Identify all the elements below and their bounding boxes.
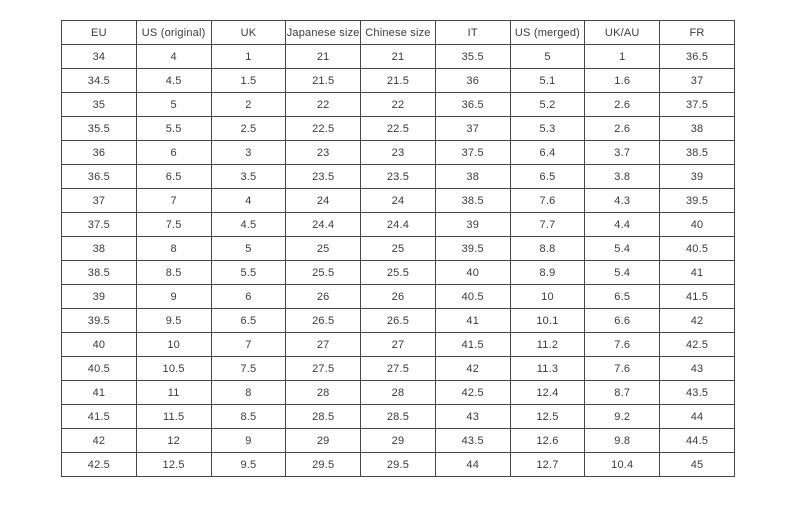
table-cell: 24.4 — [361, 213, 436, 237]
table-cell: 12.6 — [510, 429, 585, 453]
table-cell: 37 — [62, 189, 137, 213]
table-cell: 12 — [136, 429, 211, 453]
table-cell: 36.5 — [435, 93, 510, 117]
table-cell: 38.5 — [435, 189, 510, 213]
table-cell: 7.5 — [211, 357, 286, 381]
table-cell: 36 — [435, 69, 510, 93]
table-cell: 42.5 — [660, 333, 735, 357]
table-cell: 8.7 — [585, 381, 660, 405]
table-cell: 38 — [62, 237, 137, 261]
table-cell: 10.5 — [136, 357, 211, 381]
table-cell: 42.5 — [62, 453, 137, 477]
table-cell: 7.6 — [585, 333, 660, 357]
table-cell: 43.5 — [435, 429, 510, 453]
table-cell: 8.5 — [136, 261, 211, 285]
table-cell: 41.5 — [660, 285, 735, 309]
table-row — [62, 309, 735, 333]
table-cell: 35.5 — [62, 117, 137, 141]
table-cell: 4.5 — [211, 213, 286, 237]
table-cell: 28 — [286, 381, 361, 405]
table-cell: 41 — [660, 261, 735, 285]
table-cell: 26 — [286, 285, 361, 309]
table-cell: 39 — [62, 285, 137, 309]
table-row — [62, 381, 735, 405]
table-cell: 8.8 — [510, 237, 585, 261]
table-cell: 40 — [62, 333, 137, 357]
table-cell: 26.5 — [361, 309, 436, 333]
table-cell: 40.5 — [660, 237, 735, 261]
table-row — [62, 45, 735, 69]
table-cell: 10 — [510, 285, 585, 309]
table-cell: 41.5 — [435, 333, 510, 357]
table-cell: 37.5 — [62, 213, 137, 237]
table-cell: 2.6 — [585, 117, 660, 141]
table-cell: 11.2 — [510, 333, 585, 357]
table-cell: 44 — [435, 453, 510, 477]
table-cell: 39.5 — [660, 189, 735, 213]
table-cell: 5 — [510, 45, 585, 69]
table-cell: 9.5 — [136, 309, 211, 333]
table-cell: 42.5 — [435, 381, 510, 405]
table-cell: 4.5 — [136, 69, 211, 93]
table-row — [62, 141, 735, 165]
table-cell: 36 — [62, 141, 137, 165]
table-cell: 7 — [136, 189, 211, 213]
table-cell: 9 — [136, 285, 211, 309]
table-cell: 1 — [585, 45, 660, 69]
table-row — [62, 213, 735, 237]
column-header: Japanese size — [286, 21, 361, 45]
table-cell: 8.9 — [510, 261, 585, 285]
size-conversion-table — [61, 20, 735, 477]
table-cell: 35.5 — [435, 45, 510, 69]
table-cell: 39.5 — [435, 237, 510, 261]
column-header: IT — [435, 21, 510, 45]
table-cell: 10 — [136, 333, 211, 357]
table-cell: 37.5 — [435, 141, 510, 165]
table-cell: 44 — [660, 405, 735, 429]
table-cell: 23.5 — [361, 165, 436, 189]
table-cell: 9.2 — [585, 405, 660, 429]
table-cell: 10.4 — [585, 453, 660, 477]
table-head — [62, 21, 735, 45]
table-cell: 9.5 — [211, 453, 286, 477]
table-cell: 42 — [435, 357, 510, 381]
table-cell: 4.3 — [585, 189, 660, 213]
table-row — [62, 189, 735, 213]
table-row — [62, 285, 735, 309]
table-cell: 38 — [660, 117, 735, 141]
table-cell: 5.5 — [136, 117, 211, 141]
table-cell: 22 — [286, 93, 361, 117]
table-row — [62, 357, 735, 381]
table-cell: 6.5 — [136, 165, 211, 189]
table-cell: 25.5 — [286, 261, 361, 285]
table-cell: 6.5 — [510, 165, 585, 189]
column-header: EU — [62, 21, 137, 45]
table-cell: 7.5 — [136, 213, 211, 237]
table-cell: 3.7 — [585, 141, 660, 165]
table-cell: 2 — [211, 93, 286, 117]
table-cell: 6.4 — [510, 141, 585, 165]
table-cell: 6 — [211, 285, 286, 309]
table-cell: 45 — [660, 453, 735, 477]
table-cell: 37.5 — [660, 93, 735, 117]
table-cell: 21.5 — [286, 69, 361, 93]
table-cell: 1.6 — [585, 69, 660, 93]
table-cell: 3.8 — [585, 165, 660, 189]
table-cell: 8.5 — [211, 405, 286, 429]
table-cell: 39 — [660, 165, 735, 189]
table-cell: 12.7 — [510, 453, 585, 477]
table-cell: 2.6 — [585, 93, 660, 117]
table-cell: 5 — [136, 93, 211, 117]
table-cell: 5 — [211, 237, 286, 261]
column-header: FR — [660, 21, 735, 45]
table-cell: 8 — [136, 237, 211, 261]
table-cell: 5.5 — [211, 261, 286, 285]
table-cell: 12.5 — [510, 405, 585, 429]
table-cell: 28 — [361, 381, 436, 405]
table-row — [62, 93, 735, 117]
table-row — [62, 429, 735, 453]
table-cell: 24 — [286, 189, 361, 213]
table-cell: 8 — [211, 381, 286, 405]
table-row — [62, 69, 735, 93]
table-cell: 23 — [286, 141, 361, 165]
column-header: UK — [211, 21, 286, 45]
table-cell: 22.5 — [361, 117, 436, 141]
table-cell: 40.5 — [435, 285, 510, 309]
table-cell: 7.6 — [585, 357, 660, 381]
table-cell: 23 — [361, 141, 436, 165]
table-cell: 1 — [211, 45, 286, 69]
table-cell: 3 — [211, 141, 286, 165]
table-cell: 43 — [660, 357, 735, 381]
column-header: Chinese size — [361, 21, 436, 45]
table-cell: 3.5 — [211, 165, 286, 189]
table-body — [62, 45, 735, 477]
table-cell: 5.4 — [585, 237, 660, 261]
table-cell: 42 — [62, 429, 137, 453]
table-row — [62, 405, 735, 429]
table-cell: 27.5 — [361, 357, 436, 381]
table-cell: 26 — [361, 285, 436, 309]
table-cell: 4 — [211, 189, 286, 213]
table-cell: 21 — [361, 45, 436, 69]
table-cell: 29.5 — [361, 453, 436, 477]
table-cell: 22.5 — [286, 117, 361, 141]
table-cell: 28.5 — [286, 405, 361, 429]
table-row — [62, 333, 735, 357]
table-cell: 27.5 — [286, 357, 361, 381]
table-cell: 6.5 — [211, 309, 286, 333]
table-cell: 6.5 — [585, 285, 660, 309]
table-cell: 9.8 — [585, 429, 660, 453]
table-cell: 1.5 — [211, 69, 286, 93]
table-cell: 21 — [286, 45, 361, 69]
table-cell: 26.5 — [286, 309, 361, 333]
table-cell: 25 — [361, 237, 436, 261]
table-cell: 25.5 — [361, 261, 436, 285]
table-cell: 27 — [286, 333, 361, 357]
table-cell: 38 — [435, 165, 510, 189]
table-cell: 29.5 — [286, 453, 361, 477]
table-cell: 21.5 — [361, 69, 436, 93]
table-cell: 4.4 — [585, 213, 660, 237]
table-cell: 5.1 — [510, 69, 585, 93]
table-cell: 35 — [62, 93, 137, 117]
column-header: UK/AU — [585, 21, 660, 45]
table-cell: 40.5 — [62, 357, 137, 381]
table-cell: 38.5 — [660, 141, 735, 165]
table-cell: 24.4 — [286, 213, 361, 237]
table-cell: 34 — [62, 45, 137, 69]
table-row — [62, 261, 735, 285]
table-cell: 5.2 — [510, 93, 585, 117]
table-cell: 6.6 — [585, 309, 660, 333]
table-cell: 29 — [361, 429, 436, 453]
table-cell: 22 — [361, 93, 436, 117]
table-cell: 5.4 — [585, 261, 660, 285]
table-cell: 10.1 — [510, 309, 585, 333]
table-cell: 37 — [435, 117, 510, 141]
table-cell: 28.5 — [361, 405, 436, 429]
table-row — [62, 165, 735, 189]
table-cell: 37 — [660, 69, 735, 93]
table-cell: 9 — [211, 429, 286, 453]
table-row — [62, 237, 735, 261]
table-cell: 11.5 — [136, 405, 211, 429]
table-cell: 43.5 — [660, 381, 735, 405]
table-cell: 11 — [136, 381, 211, 405]
table-cell: 41 — [62, 381, 137, 405]
table-cell: 7.6 — [510, 189, 585, 213]
table-cell: 43 — [435, 405, 510, 429]
table-cell: 39 — [435, 213, 510, 237]
table-cell: 36.5 — [660, 45, 735, 69]
table-row — [62, 117, 735, 141]
table-cell: 27 — [361, 333, 436, 357]
header-row — [62, 21, 735, 45]
table-cell: 40 — [660, 213, 735, 237]
table-row — [62, 453, 735, 477]
column-header: US (merged) — [510, 21, 585, 45]
table-cell: 34.5 — [62, 69, 137, 93]
table-cell: 41 — [435, 309, 510, 333]
table-cell: 44.5 — [660, 429, 735, 453]
table-cell: 41.5 — [62, 405, 137, 429]
table-cell: 11.3 — [510, 357, 585, 381]
table-cell: 40 — [435, 261, 510, 285]
table-cell: 5.3 — [510, 117, 585, 141]
table-cell: 39.5 — [62, 309, 137, 333]
table-cell: 2.5 — [211, 117, 286, 141]
table-cell: 24 — [361, 189, 436, 213]
table-cell: 12.4 — [510, 381, 585, 405]
table-cell: 7.7 — [510, 213, 585, 237]
table-cell: 25 — [286, 237, 361, 261]
table-cell: 12.5 — [136, 453, 211, 477]
table-cell: 36.5 — [62, 165, 137, 189]
table-cell: 42 — [660, 309, 735, 333]
table-cell: 38.5 — [62, 261, 137, 285]
table-cell: 29 — [286, 429, 361, 453]
table-cell: 23.5 — [286, 165, 361, 189]
table-cell: 4 — [136, 45, 211, 69]
table-cell: 7 — [211, 333, 286, 357]
table-cell: 6 — [136, 141, 211, 165]
column-header: US (original) — [136, 21, 211, 45]
